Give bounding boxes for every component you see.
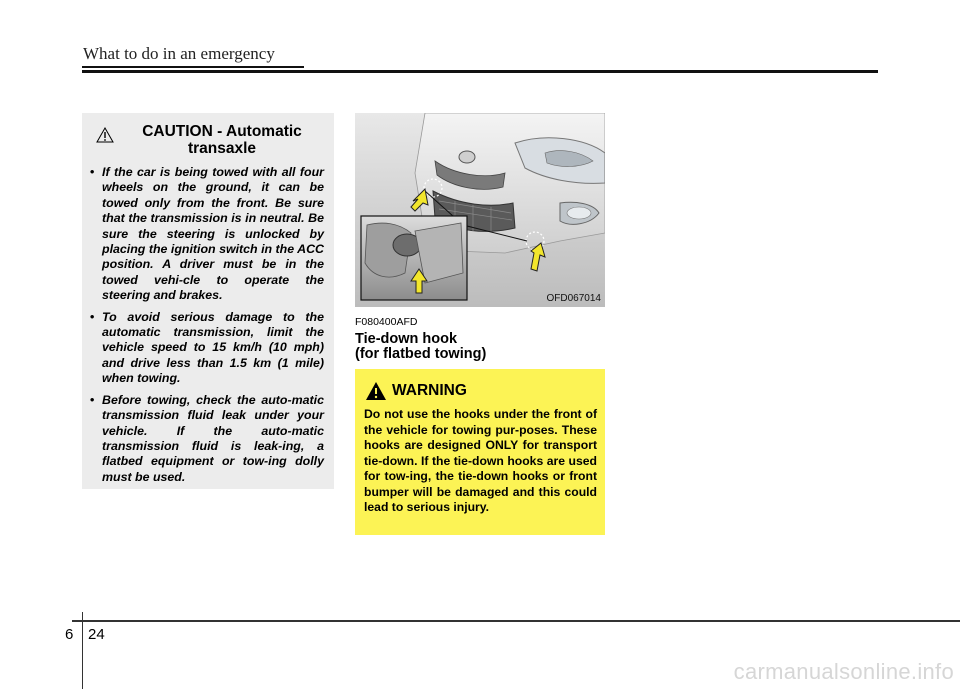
caution-item [88,393,324,485]
caution-item-text: If the car is being towed with all four wheels on the ground, it can be towed only from the front. Be sure that the transmission is in neutral. Be sure the steering is unlocked by placing the ignition switch in the ACC position. A driver must be in the towed vehi-cle to operate the steering and brakes. [102,165,324,303]
caution-list [88,165,324,485]
caution-item-text: To avoid serious damage to the automatic transmission, limit the vehicle speed to 15 km/h (10 mph) and drive less than 1.5 km (1 mile) when towing. [102,309,324,386]
section-title-line1: Tie-down hook [355,331,458,347]
caution-triangle-icon [96,127,114,143]
warning-box [355,369,605,535]
car-front-illustration [355,113,605,307]
header-rule [82,70,878,73]
footer-divider [82,612,83,689]
watermark: carmanualsonline.info [733,659,954,684]
page-number: 24 [88,626,105,643]
bullet-icon: • [90,309,95,324]
bullet-icon: • [90,165,95,179]
page-header-title: What to do in an emergency [83,44,275,63]
caution-item-text: Before towing, check the auto-matic transmission fluid leak under your vehicle. If the auto-matic transmission fluid is leak-ing, a flatbed equipment or tow-ing dolly must be used. [102,392,324,484]
section-title [355,332,605,362]
caution-title [122,123,322,157]
bullet-icon: • [90,392,95,407]
warning-triangle-icon [365,381,387,401]
warning-header [364,381,597,403]
caution-item [88,165,324,304]
chapter-number: 6 [65,626,74,643]
figure-code: OFD067014 [546,293,601,304]
warning-title: WARNING [392,382,467,399]
caution-title-line1: CAUTION - Automatic [142,123,302,140]
caution-item [88,310,324,387]
caution-title-line2: transaxle [187,140,257,157]
section-title-line2: (for flatbed towing) [355,346,487,362]
section-code: F080400AFD [355,316,418,328]
tie-down-hook-figure [355,113,605,307]
header-underline [82,66,304,68]
caution-header [88,121,324,161]
caution-box [82,113,334,489]
footer-rule [72,620,960,622]
warning-text: Do not use the hooks under the front of the vehicle for towing pur-poses. These hooks are designed ONLY for transport tie-down. If the tie-down hooks are used for tow-ing, the tie-down hooks or front bumper will be damaged and this could lead to serious injury. [364,407,597,514]
